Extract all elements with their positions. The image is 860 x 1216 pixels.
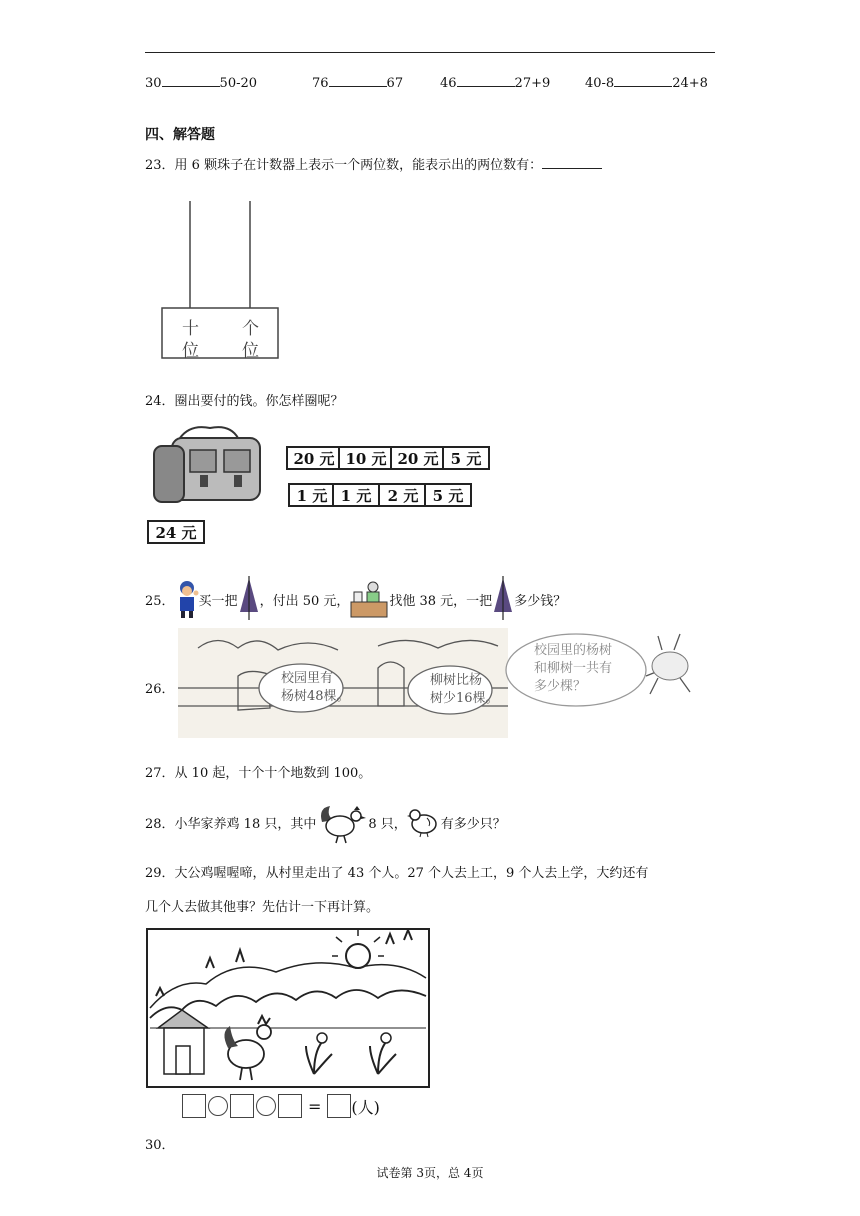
school-trees-scene (178, 628, 708, 738)
answer-blank[interactable] (329, 75, 387, 87)
operator-circle[interactable] (208, 1096, 228, 1116)
boy-icon (175, 579, 199, 619)
shopkeeper-icon (349, 580, 389, 618)
unit-label: (人) (351, 1097, 380, 1117)
question-23 (145, 154, 602, 173)
compare-item-1: 30 50-20 (145, 76, 258, 91)
money-note[interactable]: 20 元 (390, 446, 446, 470)
equals-sign: = (308, 1096, 322, 1116)
money-note[interactable]: 20 元 (286, 446, 342, 470)
answer-box[interactable] (278, 1094, 302, 1118)
money-note[interactable]: 10 元 (338, 446, 394, 470)
compare-item-2: 76 67 (312, 76, 404, 91)
question-25: 25． 买一把 ，付出 50 元， 找他 38 元，一把 多少钱？ (145, 576, 566, 622)
speech-bubble-3: 校园里的杨树 和柳树一共有 多少棵？ (534, 643, 613, 694)
money-note[interactable]: 5 元 (442, 446, 490, 470)
tens-label: 十 (182, 319, 199, 339)
question-30: 30． (145, 1138, 175, 1153)
money-note[interactable]: 1 元 (288, 483, 336, 507)
answer-box[interactable] (182, 1094, 206, 1118)
answer-blank[interactable] (162, 75, 220, 87)
answer-blank[interactable] (614, 75, 672, 87)
compare-item-4: 40-8 24+8 (585, 76, 708, 91)
compare-item-3: 46 27+9 (440, 76, 551, 91)
tens-label: 位 (182, 341, 199, 361)
money-note[interactable]: 1 元 (332, 483, 380, 507)
hen-icon (407, 806, 441, 838)
question-29-line2: 几个人去做其他事？先估计一下再计算。 (145, 900, 380, 915)
answer-box[interactable] (230, 1094, 254, 1118)
operator-circle[interactable] (256, 1096, 276, 1116)
speech-bubble-1: 校园里有 杨树48棵。 (281, 671, 350, 704)
section-title: 四、解答题 (145, 127, 215, 143)
money-note[interactable]: 2 元 (378, 483, 428, 507)
equation-blanks (182, 1094, 380, 1118)
answer-blank[interactable] (542, 157, 602, 169)
umbrella-icon (492, 576, 514, 622)
backpack-image (150, 420, 265, 510)
question-28: 28．小华家养鸡 18 只，其中 8 只， 有多少只？ (145, 800, 506, 844)
money-note[interactable]: 5 元 (424, 483, 472, 507)
rooster-icon (316, 800, 368, 844)
speech-bubble-2: 柳树比杨 树少16棵。 (430, 673, 499, 706)
answer-blank[interactable] (457, 75, 515, 87)
village-scene (146, 928, 430, 1088)
price-tag: 24 元 (147, 520, 205, 544)
page-footer: 试卷第 3页，总 4页 (376, 1166, 484, 1180)
ones-label: 个 (242, 319, 259, 339)
abacus-figure (158, 196, 283, 361)
question-26-number: 26． (145, 682, 175, 697)
question-27: 27．从 10 起，十个十个地数到 100。 (145, 766, 372, 781)
umbrella-icon (238, 576, 260, 622)
ones-label: 位 (242, 341, 259, 361)
question-29-line1: 29．大公鸡喔喔啼，从村里走出了 43 个人。27 个人去上工，9 个人去上学，大约还有 (145, 866, 649, 881)
header-rule (145, 52, 715, 53)
answer-box[interactable] (327, 1094, 351, 1118)
question-24: 24．圈出要付的钱。你怎样圈呢？ (145, 394, 344, 409)
question-text: 23．用 6 颗珠子在计数器上表示一个两位数，能表示出的两位数有： (145, 158, 543, 173)
